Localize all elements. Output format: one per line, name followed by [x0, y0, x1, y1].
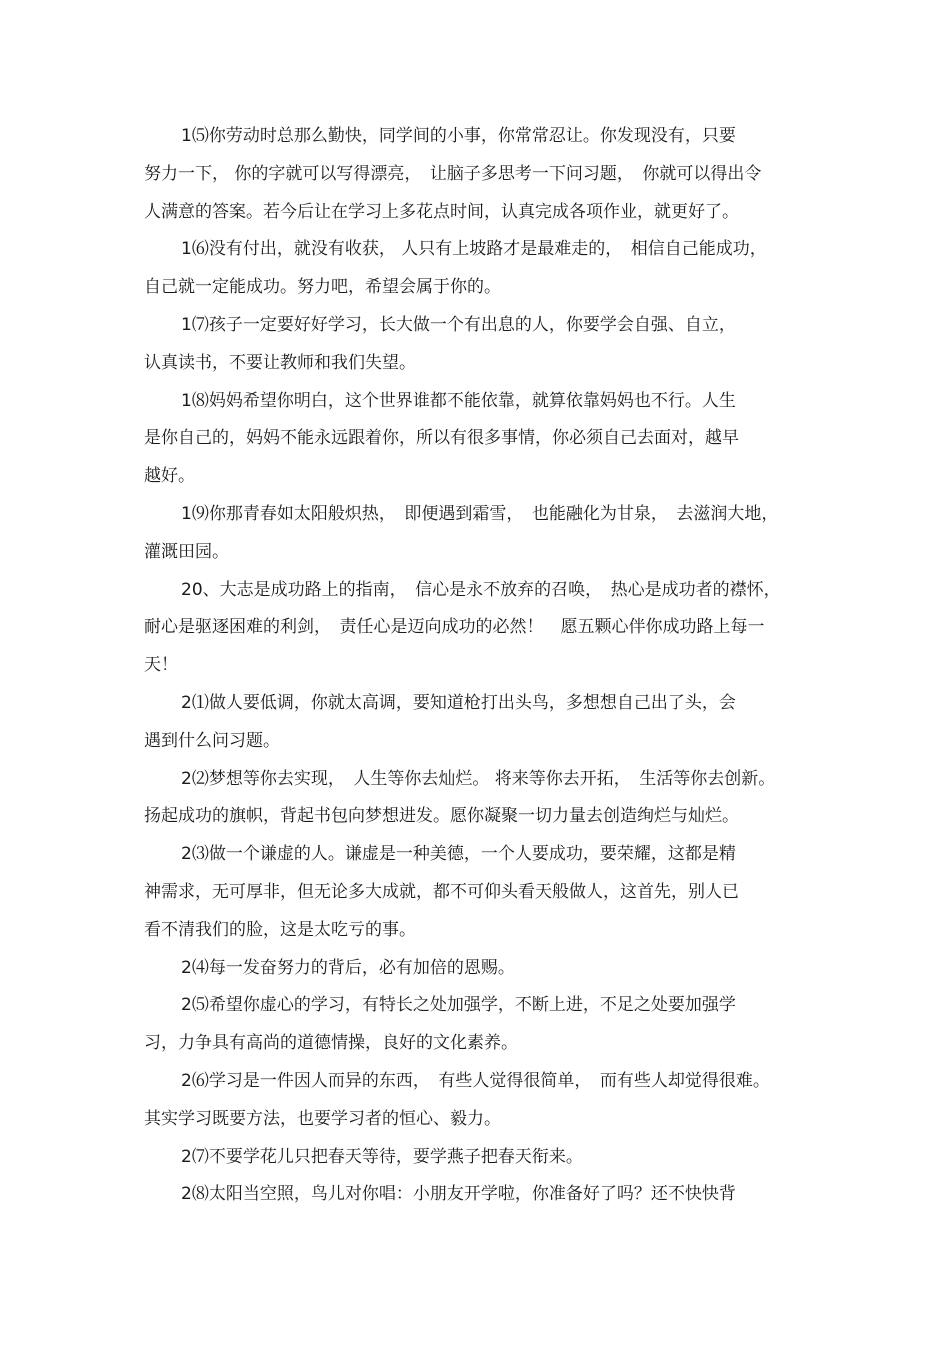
text-line: 2⑺不要学花儿只把春天等待，要学燕子把春天衔来。 [181, 1146, 583, 1167]
text-line: 努力一下， 你的字就可以写得漂亮， 让脑子多思考一下问习题， 你就可以得出令 [144, 163, 762, 184]
text-line: 2⑹学习是一件因人而异的东西， 有些人觉得很简单， 而有些人却觉得很难。 [181, 1070, 770, 1091]
paragraph [144, 1063, 804, 1139]
text-line: 2⑸希望你虚心的学习，有特长之处加强学，不断上进，不足之处要加强学 [181, 995, 736, 1016]
text-line: 1⑸你劳动时总那么勤快，同学间的小事，你常常忍让。你发现没有，只要 [181, 126, 736, 146]
text-line: 神需求，无可厚非，但无论多大成就，都不可仰头看天般做人，这首先，别人已 [144, 881, 739, 902]
paragraph [144, 836, 804, 949]
text-line: 1⑹没有付出，就没有收获， 人只有上坡路才是最难走的， 相信自己能成功， [181, 239, 767, 260]
text-line: 人满意的答案。若今后让在学习上多花点时间，认真完成各项作业，就更好了。 [144, 201, 739, 222]
paragraph [144, 1139, 804, 1177]
paragraph [144, 572, 804, 685]
text-line: 习，力争具有高尚的道德情操，良好的文化素养。 [144, 1033, 518, 1054]
text-line: 看不清我们的脸，这是太吃亏的事。 [144, 919, 416, 940]
text-line: 2⑻太阳当空照，鸟儿对你唱：小朋友开学啦，你准备好了吗？还不快快背 [181, 1184, 736, 1205]
paragraph [144, 118, 804, 231]
text-line: 2⑷每一发奋努力的背后，必有加倍的恩赐。 [181, 957, 515, 978]
text-line: 2⑴做人要低调，你就太高调，要知道枪打出头鸟，多想想自己出了头，会 [181, 692, 736, 713]
paragraph [144, 987, 804, 1063]
paragraph [144, 383, 804, 496]
paragraph [144, 496, 804, 572]
text-line: 自己就一定能成功。努力吧，希望会属于你的。 [144, 277, 501, 298]
text-line: 扬起成功的旗帜，背起书包向梦想进发。愿你凝聚一切力量去创造绚烂与灿烂。 [144, 806, 739, 827]
text-line: 越好。 [144, 466, 195, 487]
document-body [144, 118, 804, 1214]
text-line: 认真读书，不要让教师和我们失望。 [144, 352, 416, 373]
paragraph [144, 950, 804, 988]
paragraph [144, 231, 804, 307]
paragraph [144, 685, 804, 761]
text-line: 耐心是驱逐困难的利剑， 责任心是迈向成功的必然！ 愿五颗心伴你成功路上每一 [144, 617, 765, 638]
text-line: 1⑺孩子一定要好好学习，长大做一个有出息的人，你要学会自强、自立， [181, 314, 736, 335]
text-line: 是你自己的，妈妈不能永远跟着你，所以有很多事情，你必须自己去面对，越早 [144, 428, 739, 449]
text-line: 1⑻妈妈希望你明白，这个世界谁都不能依靠，就算依靠妈妈也不行。人生 [181, 390, 736, 411]
text-line: 1⑼你那青春如太阳般炽热， 即便遇到霜雪， 也能融化为甘泉， 去滋润大地， [181, 503, 779, 524]
text-line: 其实学习既要方法，也要学习者的恒心、毅力。 [144, 1108, 501, 1129]
paragraph [144, 761, 804, 837]
text-line: 2⑶做一个谦虚的人。谦虚是一种美德，一个人要成功，要荣耀，这都是精 [181, 844, 736, 865]
text-line: 天！ [144, 655, 178, 676]
text-line: 20、大志是成功路上的指南， 信心是永不放弃的召唤， 热心是成功者的襟怀， [181, 579, 781, 600]
text-line: 遇到什么问习题。 [144, 730, 280, 751]
text-line: 2⑵梦想等你去实现， 人生等你去灿烂。 将来等你去开拓， 生活等你去创新。 [181, 768, 776, 789]
text-line: 灌溉田园。 [144, 541, 229, 562]
paragraph [144, 307, 804, 383]
paragraph [144, 1176, 804, 1214]
